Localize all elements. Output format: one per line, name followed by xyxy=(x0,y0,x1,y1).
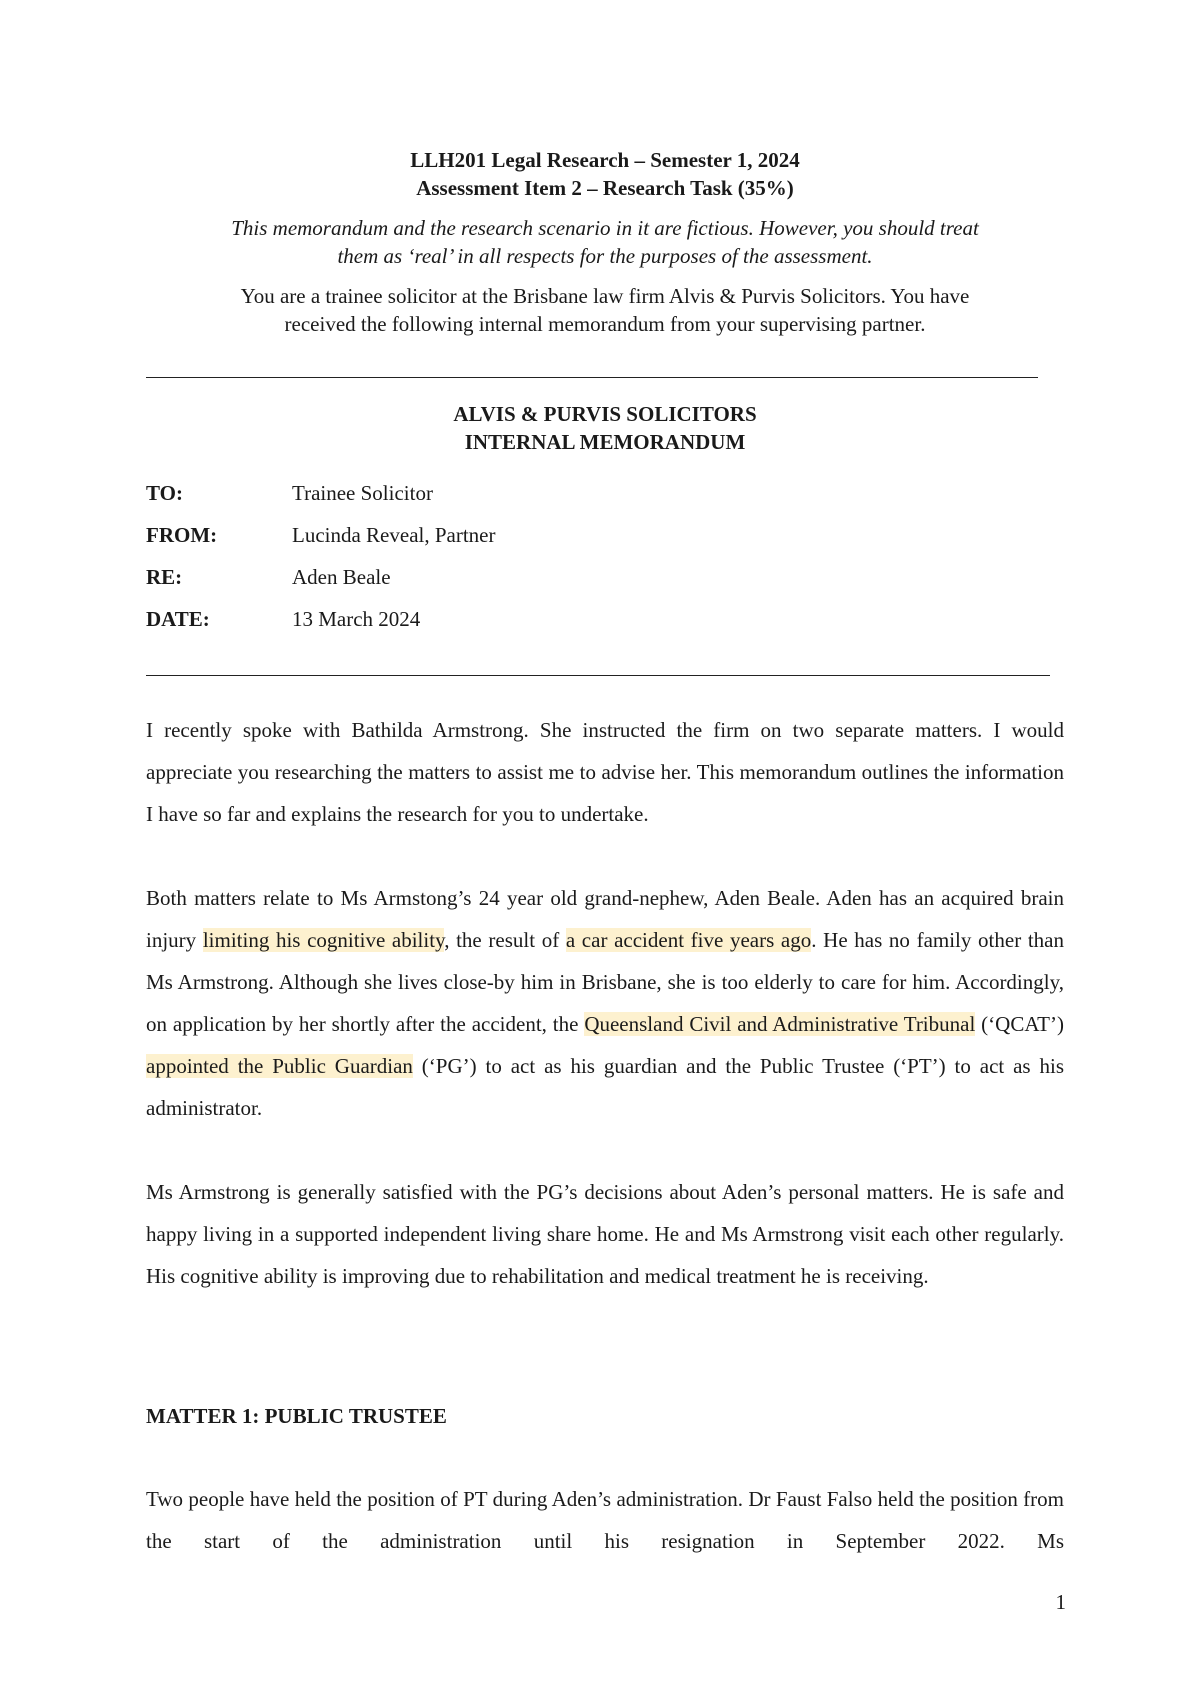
paragraph-text: . He has no family other than Ms Armstrong. Although she lives close-by him in Brisbane, she is too elderly to care for him. Accordingly, on application by her shortly after the accident, the xyxy=(146,928,1064,1036)
body-paragraph-2 xyxy=(146,877,1064,1129)
paragraph-text: (‘QCAT’) xyxy=(975,1012,1064,1036)
paragraph-text: Both matters relate to Ms Armstong’s 24 year old grand-nephew, Aden Beale. Aden has an acquired brain injury xyxy=(146,886,1064,952)
body-paragraph-3: Ms Armstrong is generally satisfied with the PG’s decisions about Aden’s personal matters. He is safe and happy living in a supported independent living share home. He and Ms Armstrong visit each other regularly. His cognitive ability is improving due to rehabilitation and medical treatment he is receiving. xyxy=(146,1180,1064,1288)
intro-line-1: You are a trainee solicitor at the Brisbane law firm Alvis & Purvis Solicitors. You have xyxy=(240,284,970,308)
matter-1-heading: MATTER 1: PUBLIC TRUSTEE xyxy=(146,1404,447,1428)
assessment-title: Assessment Item 2 – Research Task (35%) xyxy=(416,176,794,200)
highlighted-text: Queensland Civil and Administrative Tribunal xyxy=(584,1012,976,1036)
memo-field-value: Aden Beale xyxy=(292,565,391,589)
page-number: 1 xyxy=(1055,1590,1066,1614)
course-title: LLH201 Legal Research – Semester 1, 2024 xyxy=(410,148,800,172)
memo-field-value: Lucinda Reveal, Partner xyxy=(292,523,496,547)
top-divider xyxy=(146,377,1038,378)
memo-field-key: FROM: xyxy=(146,523,218,547)
highlighted-text: a car accident five years ago xyxy=(565,928,812,952)
memo-field-value: 13 March 2024 xyxy=(292,607,421,631)
paragraph-text: (‘PG’) to act as his guardian and the Public Trustee (‘PT’) to act as his administrator. xyxy=(146,1054,1064,1120)
fiction-note-line-1: This memorandum and the research scenario in it are fictious. However, you should treat xyxy=(231,216,979,240)
firm-name: ALVIS & PURVIS SOLICITORS xyxy=(453,402,757,426)
memo-field-value: Trainee Solicitor xyxy=(292,481,433,505)
memo-divider xyxy=(146,675,1050,676)
memo-field-key: TO: xyxy=(146,481,183,505)
highlighted-text: limiting his cognitive ability xyxy=(202,928,445,952)
memo-field-key: RE: xyxy=(146,565,183,589)
intro-line-2: received the following internal memorandum from your supervising partner. xyxy=(284,312,926,336)
body-paragraph-4: Two people have held the position of PT during Aden’s administration. Dr Faust Falso held the position from the start of the administration until his resignation in September 2022. Ms xyxy=(146,1487,1064,1553)
body-paragraph-1: I recently spoke with Bathilda Armstrong. She instructed the firm on two separate matters. I would appreciate you researching the matters to assist me to advise her. This memorandum outlines the information I have so far and explains the research for you to undertake. xyxy=(146,718,1064,826)
memo-field-key: DATE: xyxy=(146,607,210,631)
paragraph-text: , the result of xyxy=(444,928,566,952)
fiction-note-line-2: them as ‘real’ in all respects for the purposes of the assessment. xyxy=(337,244,873,268)
highlighted-text: appointed the Public Guardian xyxy=(146,1054,413,1078)
memo-title: INTERNAL MEMORANDUM xyxy=(464,430,746,454)
